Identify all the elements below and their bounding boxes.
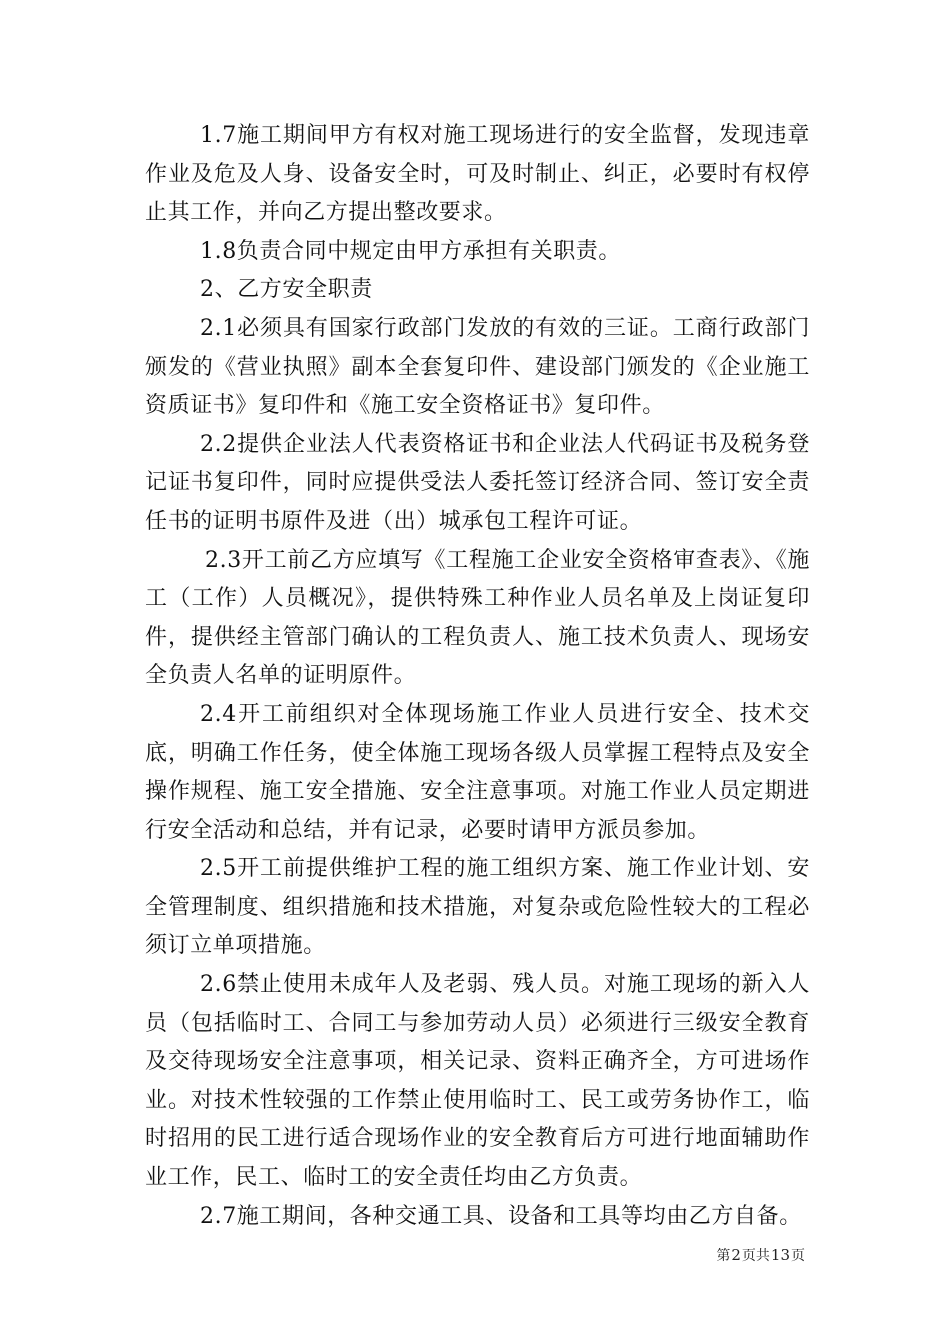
current-page-number: 2 <box>731 1246 741 1264</box>
paragraph-2-2: 2.2提供企业法人代表资格证书和企业法人代码证书及税务登记证书复印件，同时应提供受法人委托签订经济合同、签订安全责任书的证明书原件及进（出）城承包工程许可证。 <box>145 431 810 534</box>
footer-suffix: 页 <box>791 1248 805 1264</box>
paragraph-2-1: 2.1必须具有国家行政部门发放的有效的三证。工商行政部门颁发的《营业执照》副本全套复印件、建设部门颁发的《企业施工资质证书》复印件和《施工安全资格证书》复印件。 <box>145 315 810 419</box>
paragraph-2-4: 2.4开工前组织对全体现场施工作业人员进行安全、技术交底，明确工作任务，使全体施工现场各级人员掌握工程特点及安全操作规程、施工安全措施、安全注意事项。对施工作业人员定期进行安全活动和总结，并有记录，必要时请甲方派员参加。 <box>145 701 810 843</box>
paragraph-1-8: 1.8负责合同中规定由甲方承担有关职责。 <box>200 238 621 264</box>
document-body <box>145 117 810 1236</box>
page-number-footer <box>716 1246 805 1265</box>
paragraph-1-7: 1.7施工期间甲方有权对施工现场进行的安全监督，发现违章作业及危及人身、设备安全时，可及时制止、纠正，必要时有权停止其工作，并向乙方提出整改要求。 <box>145 123 810 226</box>
paragraph-2-5: 2.5开工前提供维护工程的施工组织方案、施工作业计划、安全管理制度、组织措施和技术措施，对复杂或危险性较大的工程必须订立单项措施。 <box>145 856 810 959</box>
paragraph-2-3: 2.3开工前乙方应填写《工程施工企业安全资格审查表》、《施工（工作）人员概况》，提供特殊工种作业人员名单及上岗证复印件，提供经主管部门确认的工程负责人、施工技术负责人、现场安全负责人名单的证明原件。 <box>145 547 810 689</box>
section-heading-party-b-duties: 2、乙方安全职责 <box>200 277 373 303</box>
footer-middle: 页共 <box>741 1248 770 1264</box>
total-pages-number: 13 <box>770 1246 790 1264</box>
footer-prefix: 第 <box>716 1248 731 1264</box>
paragraph-2-7: 2.7施工期间，各种交通工具、设备和工具等均由乙方自备。 <box>200 1203 802 1229</box>
paragraph-2-6: 2.6禁止使用未成年人及老弱、残人员。对施工现场的新入人员（包括临时工、合同工与参加劳动人员）必须进行三级安全教育及交待现场安全注意事项，相关记录、资料正确齐全，方可进场作业。对技术性较强的工作禁止使用临时工、民工或劳务协作工，临时招用的民工进行适合现场作业的安全教育后方可进行地面辅助作业工作，民工、临时工的安全责任均由乙方负责。 <box>145 972 810 1191</box>
